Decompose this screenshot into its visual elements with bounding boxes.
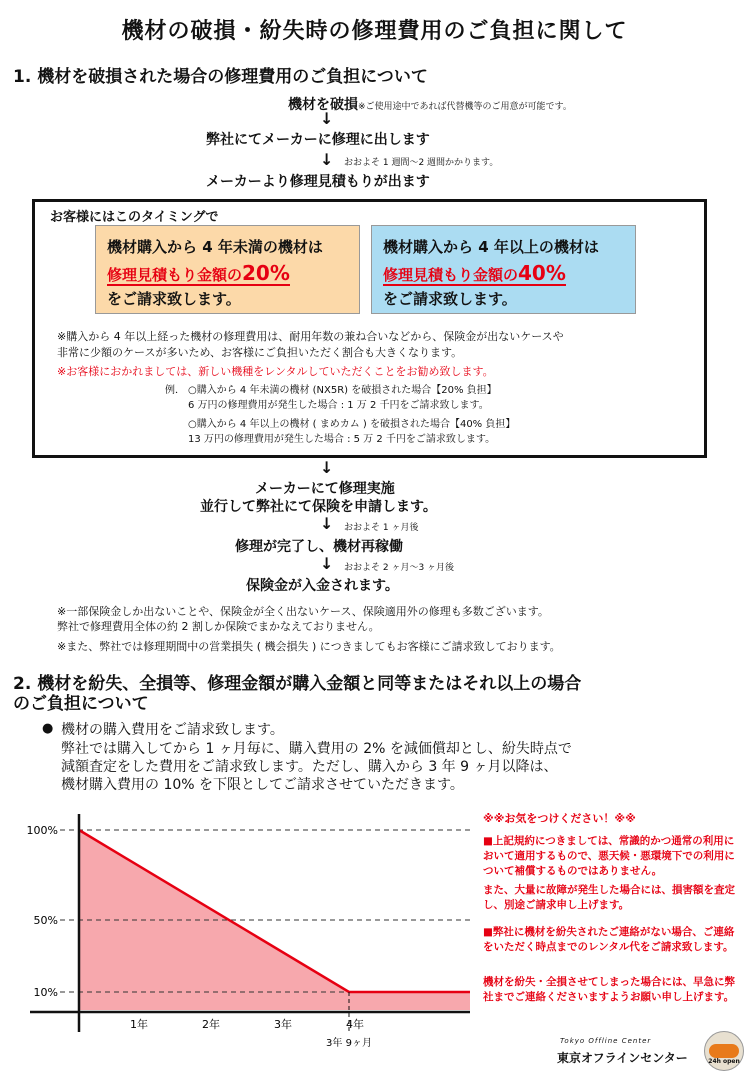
- warning-4: 機材を紛失・全損させてしまった場合には、早急に弊社までご連絡くださいますようお願い申し上げます。: [483, 976, 735, 1003]
- flow-note: おおよそ 1 ヶ月後: [344, 523, 419, 533]
- down-arrow-icon: ↓: [320, 554, 334, 573]
- chart-y-tick-label: 50%: [33, 914, 58, 927]
- down-arrow-icon: ↓: [320, 514, 334, 533]
- section2-p4: 機材購入費用の 10% を下限としてご請求させていただきます。: [61, 777, 464, 793]
- flow-text: 機材を破損: [288, 97, 358, 113]
- flow-step-repair: メーカーにて修理実施: [255, 481, 395, 497]
- card-line1: 機材購入から 4 年未満の機材は: [107, 238, 323, 256]
- section2-p2: 弊社では購入してから 1 ヶ月毎に、購入費用の 2% を減価償却とし、紛失時点で: [61, 741, 572, 757]
- flow-note: おおよそ 1 週間～2 週間かかります。: [344, 158, 499, 168]
- card-percent: 40%: [518, 261, 566, 285]
- example-1b: 6 万円の修理費用が発生した場合 : 1 万 2 千円をご請求致します。: [188, 400, 489, 411]
- flow-step-send-maker: 弊社にてメーカーに修理に出します: [206, 132, 430, 148]
- section1-heading: 1. 機材を破損された場合の修理費用のご負担について: [13, 67, 428, 87]
- card-line1: 機材購入から 4 年以上の機材は: [383, 238, 599, 256]
- box-label: お客様にはこのタイミングで: [50, 210, 219, 225]
- flow-note: ※ご使用途中であれば代替機等のご用意が可能です。: [358, 102, 572, 112]
- depreciation-chart: [0, 800, 480, 1060]
- warning-1: ■上記規約につきましては、常識的かつ通常の利用において適用するもので、悪天候・悪環境下での利用について補償するものではありません。: [483, 835, 735, 877]
- flow-note: おおよそ 2 ヶ月～3 ヶ月後: [344, 563, 455, 573]
- chart-annotation-label: 3年 9ヶ月: [326, 1038, 372, 1049]
- foot-note-1: ※一部保険金しか出ないことや、保険金が全く出ないケース、保険適用外の修理も多数ございます。: [57, 605, 549, 618]
- card-text: 修理見積もり金額の: [107, 266, 243, 284]
- card-line2: [107, 261, 290, 285]
- card-line3: をご請求致します。: [107, 290, 241, 308]
- card-line2: [383, 261, 566, 285]
- bullet-icon: ●: [42, 721, 54, 736]
- box-recommend: ※お客様におかれましては、新しい機種をレンタルしていただくことをお勧め致します。: [57, 365, 494, 378]
- chart-x-tick-label: 4年: [346, 1018, 364, 1031]
- card-text: 修理見積もり金額の: [383, 266, 519, 284]
- chart-y-tick-label: 100%: [26, 824, 58, 837]
- section2-p3: 減額査定をした費用をご請求致します。ただし、購入から 3 年 9 ヶ月以降は、: [61, 759, 558, 775]
- flow-step-estimate: メーカーより修理見積もりが出ます: [206, 174, 430, 190]
- example-1a: ○購入から 4 年未満の機材 (NX5R) を破損された場合【20% 負担】: [188, 385, 497, 396]
- chart-x-tick-label: 3年: [274, 1018, 292, 1031]
- card-over-4-years: [371, 225, 636, 314]
- flow-step-insurance: 並行して弊社にて保険を申請します。: [200, 499, 437, 515]
- section2-heading-2: のご負担について: [13, 694, 149, 714]
- section2-heading-1: 2. 機材を紛失、全損等、修理金額が購入金額と同等またはそれ以上の場合: [13, 674, 582, 694]
- chart-y-tick-label: 10%: [33, 986, 58, 999]
- flow-step-complete: 修理が完了し、機材再稼働: [235, 539, 403, 555]
- example-label: 例．: [165, 385, 185, 396]
- logo-badge-text: 24h open: [708, 1058, 740, 1065]
- card-line3: をご請求致します。: [383, 290, 517, 308]
- logo-badge-icon: [704, 1031, 744, 1071]
- warning-title: ※※お気をつけください！※※: [483, 812, 636, 825]
- logo-english: Tokyo Offline Center: [560, 1037, 652, 1045]
- flow-step-payout: 保険金が入金されます。: [246, 578, 399, 594]
- example-2b: 13 万円の修理費用が発生した場合 : 5 万 2 千円をご請求致します。: [188, 434, 496, 445]
- box-note-1: ※購入から 4 年以上経った機材の修理費用は、耐用年数の兼ね合いなどから、保険金が出ないケースや: [57, 330, 564, 343]
- chart-x-tick-label: 2年: [202, 1018, 220, 1031]
- logo-japanese: 東京オフラインセンター: [557, 1051, 688, 1065]
- down-arrow-icon: ↓: [320, 109, 334, 128]
- foot-note-3: ※また、弊社では修理期間中の営業損失 ( 機会損失 ) につきましてもお客様にご請求致しております。: [57, 640, 561, 653]
- card-under-4-years: [95, 225, 360, 314]
- example-2a: ○購入から 4 年以上の機材 ( まめカム ) を破損された場合【40% 負担】: [188, 419, 516, 430]
- page-title: 機材の破損・紛失時の修理費用のご負担に関して: [121, 19, 628, 44]
- warning-2: また、大量に故障が発生した場合には、損害額を査定し、別途ご請求申し上げます。: [483, 884, 735, 911]
- warning-3: ■弊社に機材を紛失されたご連絡がない場合、ご連絡をいただく時点までのレンタル代をご請求致します。: [483, 926, 735, 953]
- chart-x-tick-label: 1年: [130, 1018, 148, 1031]
- section2-p1: 機材の購入費用をご請求致します。: [61, 722, 284, 738]
- card-percent: 20%: [242, 261, 290, 285]
- down-arrow-icon: ↓: [320, 150, 334, 169]
- box-note-2: 非常に少額のケースが多いため、お客様にご負担いただく割合も大きくなります。: [57, 346, 463, 359]
- foot-note-2: 弊社で修理費用全体の約 2 割しか保険でまかなえておりません。: [57, 620, 380, 633]
- down-arrow-icon: ↓: [320, 458, 334, 477]
